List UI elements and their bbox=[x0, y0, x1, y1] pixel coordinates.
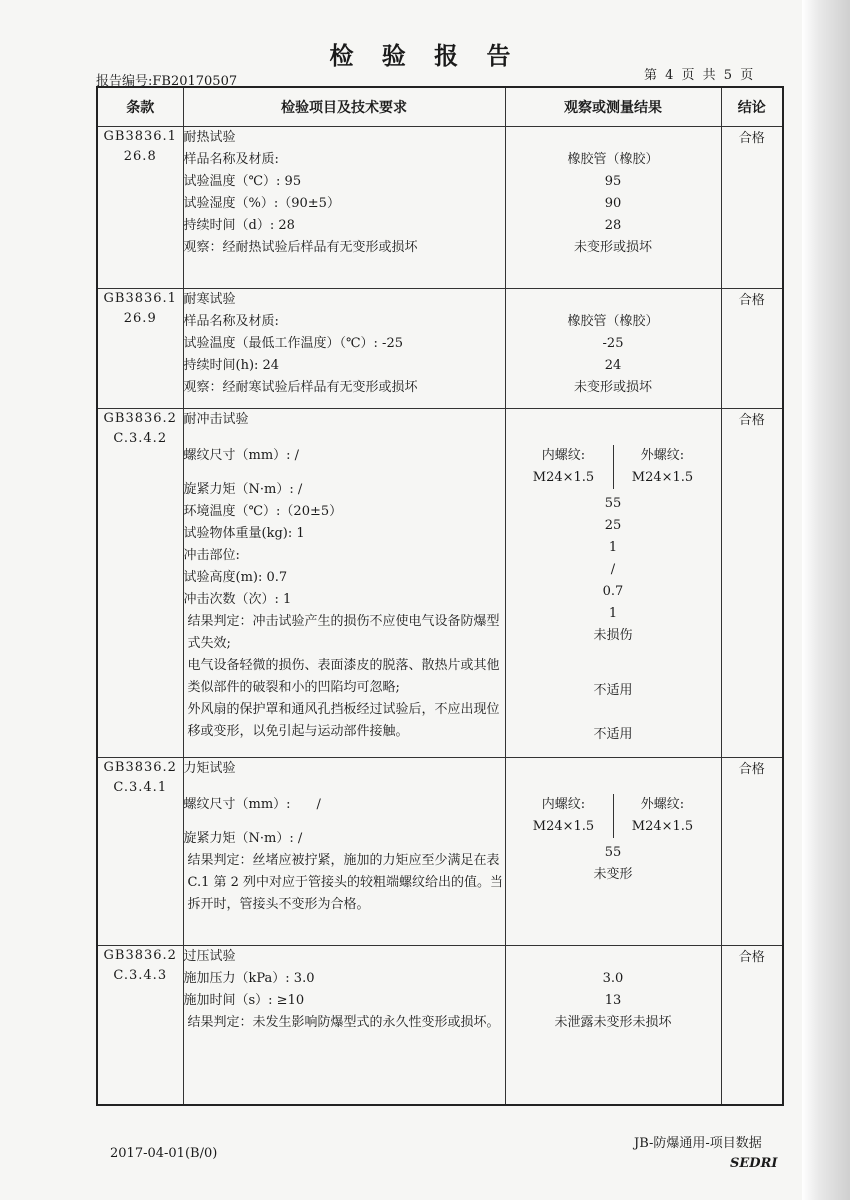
report-title: 检 验 报 告 bbox=[329, 41, 521, 70]
clause-number: 26.8 bbox=[123, 149, 157, 164]
conclusion-cell: 合格 bbox=[721, 127, 783, 289]
conclusion-cell: 合格 bbox=[721, 289, 783, 409]
result-item: 1 bbox=[608, 540, 618, 555]
result-item: 90 bbox=[604, 196, 622, 211]
result-item bbox=[506, 127, 721, 149]
thread-result bbox=[506, 445, 721, 489]
judgement-result: 未变形 bbox=[593, 867, 633, 882]
clause-number: 26.9 bbox=[123, 311, 157, 326]
table-row bbox=[97, 289, 783, 409]
judgement-item: 结果判定：冲击试验产生的损伤不应使电气设备防爆型式失效; bbox=[187, 614, 500, 651]
clause-number: C.3.4.1 bbox=[113, 780, 168, 795]
column-header-requirement: 检验项目及技术要求 bbox=[183, 87, 505, 127]
requirement-item: 施加时间（s）: ≥10 bbox=[183, 993, 305, 1008]
judgement-result: 不适用 bbox=[593, 727, 633, 742]
requirement-cell bbox=[183, 758, 505, 946]
requirement-item: 试验湿度（%）:（90±5） bbox=[183, 196, 340, 211]
requirement-cell bbox=[183, 127, 505, 289]
judgement-item: 结果判定：未发生影响防爆型式的永久性变形或损坏。 bbox=[187, 1015, 500, 1030]
requirement-item: 样品名称及材质: bbox=[183, 152, 279, 167]
test-title: 过压试验 bbox=[183, 949, 236, 964]
requirement-item: 旋紧力矩（N·m）: / bbox=[183, 831, 303, 846]
result-item: 0.7 bbox=[602, 584, 624, 599]
result-item: -25 bbox=[602, 336, 624, 351]
judgement-item: 电气设备轻微的损伤、表面漆皮的脱落、散热片或其他类似部件的破裂和小的凹陷均可忽略; bbox=[187, 658, 500, 695]
outer-thread bbox=[614, 445, 712, 489]
result-item: 13 bbox=[604, 993, 622, 1008]
clause-standard: GB3836.1 bbox=[103, 291, 177, 306]
result-item bbox=[506, 946, 721, 968]
result-cell bbox=[505, 946, 721, 1106]
requirement-item: 冲击次数（次）: 1 bbox=[183, 592, 292, 607]
conclusion-cell: 合格 bbox=[721, 946, 783, 1106]
outer-thread-label: 外螺纹: bbox=[640, 797, 685, 812]
column-header-result: 观察或测量结果 bbox=[505, 87, 721, 127]
sedri-logo: SEDRI bbox=[730, 1156, 778, 1171]
clause-standard: GB3836.1 bbox=[103, 129, 177, 144]
clause-number: C.3.4.2 bbox=[113, 431, 168, 446]
judgement-result: 未损伤 bbox=[593, 628, 633, 643]
page-number: 第 4 页 共 5 页 bbox=[644, 68, 756, 83]
table-row bbox=[97, 758, 783, 946]
result-item: 95 bbox=[604, 174, 622, 189]
report-number: 报告编号:FB20170507 bbox=[96, 74, 238, 89]
clause-cell bbox=[97, 289, 183, 409]
result-item bbox=[506, 409, 721, 431]
judgement-item: 结果判定：丝堵应被拧紧，施加的力矩应至少满足在表 C.1 第 2 列中对应于管接头的较粗端螺纹给出的值。当拆开时，管接头不变形为合格。 bbox=[187, 853, 504, 912]
clause-cell bbox=[97, 758, 183, 946]
inspection-table bbox=[96, 86, 784, 1106]
result-item: 24 bbox=[604, 358, 622, 373]
outer-thread-value: M24×1.5 bbox=[631, 470, 694, 485]
result-item: 55 bbox=[604, 496, 622, 511]
test-title: 耐寒试验 bbox=[183, 292, 236, 307]
requirement-item: 持续时间(h): 24 bbox=[183, 358, 280, 373]
result-item bbox=[506, 758, 721, 780]
clause-number: C.3.4.3 bbox=[113, 968, 168, 983]
result-item: 28 bbox=[604, 218, 622, 233]
inner-thread-value: M24×1.5 bbox=[532, 470, 595, 485]
result-item: 橡胶管（橡胶） bbox=[567, 152, 659, 167]
result-item: 1 bbox=[608, 606, 618, 621]
clause-standard: GB3836.2 bbox=[103, 760, 177, 775]
requirement-item: 旋紧力矩（N·m）: / bbox=[183, 482, 303, 497]
result-item: 未变形或损坏 bbox=[573, 380, 652, 395]
result-item bbox=[506, 289, 721, 311]
result-item: / bbox=[610, 562, 616, 577]
result-item: 3.0 bbox=[602, 971, 624, 986]
test-title: 耐热试验 bbox=[183, 130, 236, 145]
inner-thread bbox=[515, 794, 614, 838]
requirement-cell bbox=[183, 289, 505, 409]
footer-date: 2017-04-01(B/0) bbox=[110, 1146, 218, 1161]
column-header-conclusion: 结论 bbox=[721, 87, 783, 127]
table-header-row bbox=[97, 87, 783, 127]
clause-cell bbox=[97, 409, 183, 758]
clause-standard: GB3836.2 bbox=[103, 948, 177, 963]
requirement-cell bbox=[183, 409, 505, 758]
requirement-item: 试验高度(m): 0.7 bbox=[183, 570, 288, 585]
requirement-item: 试验温度（℃）: 95 bbox=[183, 174, 302, 189]
scan-edge bbox=[802, 0, 850, 1200]
requirement-item: 样品名称及材质: bbox=[183, 314, 279, 329]
inner-thread-label: 内螺纹: bbox=[541, 797, 586, 812]
requirement-item: 观察：经耐寒试验后样品有无变形或损坏 bbox=[183, 380, 418, 395]
outer-thread bbox=[614, 794, 712, 838]
result-item: 未变形或损坏 bbox=[573, 240, 652, 255]
requirement-item: 试验温度（最低工作温度）（℃）: -25 bbox=[183, 336, 403, 351]
requirement-cell bbox=[183, 946, 505, 1106]
outer-thread-label: 外螺纹: bbox=[640, 448, 685, 463]
judgement-result: 不适用 bbox=[593, 683, 633, 698]
clause-standard: GB3836.2 bbox=[103, 411, 177, 426]
thread-result bbox=[506, 794, 721, 838]
table-row bbox=[97, 127, 783, 289]
result-cell bbox=[505, 758, 721, 946]
test-title: 力矩试验 bbox=[183, 761, 236, 776]
result-cell bbox=[505, 127, 721, 289]
requirement-item: 冲击部位: bbox=[183, 548, 240, 563]
inner-thread bbox=[515, 445, 614, 489]
table-row bbox=[97, 409, 783, 758]
inner-thread-label: 内螺纹: bbox=[541, 448, 586, 463]
judgement-item: 外风扇的保护罩和通风孔挡板经过试验后，不应出现位移或变形，以免引起与运动部件接触。 bbox=[187, 702, 500, 739]
requirement-item: 施加压力（kPa）: 3.0 bbox=[183, 971, 315, 986]
result-item: 55 bbox=[604, 845, 622, 860]
column-header-clause: 条款 bbox=[97, 87, 183, 127]
result-cell bbox=[505, 289, 721, 409]
conclusion-cell: 合格 bbox=[721, 409, 783, 758]
requirement-item: 试验物体重量(kg): 1 bbox=[183, 526, 305, 541]
requirement-item: 观察：经耐热试验后样品有无变形或损坏 bbox=[183, 240, 418, 255]
conclusion-cell: 合格 bbox=[721, 758, 783, 946]
outer-thread-value: M24×1.5 bbox=[631, 819, 694, 834]
inner-thread-value: M24×1.5 bbox=[532, 819, 595, 834]
requirement-item: 螺纹尺寸（mm）: / bbox=[183, 448, 300, 463]
clause-cell bbox=[97, 127, 183, 289]
clause-cell bbox=[97, 946, 183, 1106]
judgement-result: 未泄露未变形未损坏 bbox=[554, 1015, 672, 1030]
result-item: 橡胶管（橡胶） bbox=[567, 314, 659, 329]
requirement-item: 螺纹尺寸（mm）: / bbox=[183, 797, 321, 812]
footer-doc-type: JB-防爆通用-项目数据 bbox=[634, 1136, 762, 1151]
requirement-item: 持续时间（d）: 28 bbox=[183, 218, 295, 233]
result-item: 25 bbox=[604, 518, 622, 533]
result-cell bbox=[505, 409, 721, 758]
requirement-item: 环境温度（℃）:（20±5） bbox=[183, 504, 343, 519]
test-title: 耐冲击试验 bbox=[183, 412, 249, 427]
table-row bbox=[97, 946, 783, 1106]
